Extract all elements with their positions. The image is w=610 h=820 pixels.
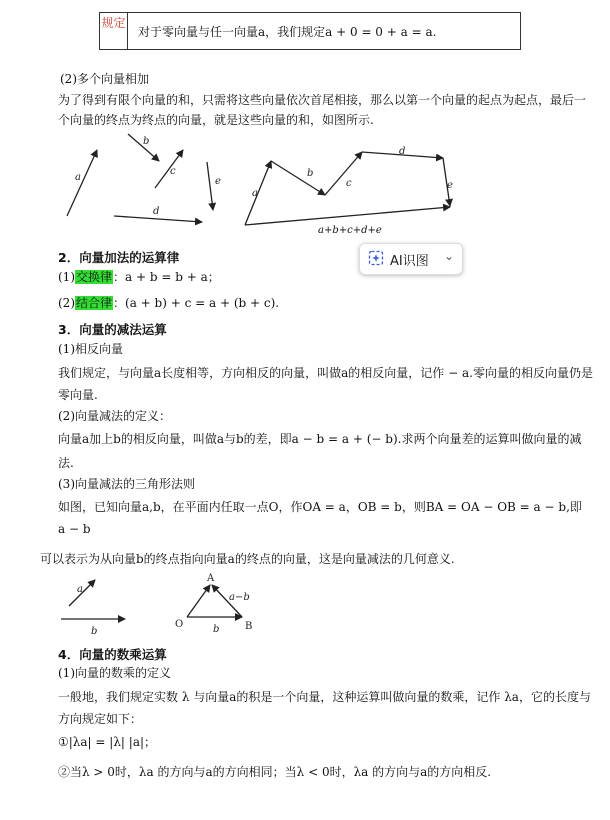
rule-box [99, 12, 521, 50]
paragraph-line: a − b [58, 522, 91, 536]
subtraction-heading: 3．向量的减法运算 [58, 322, 167, 337]
label-b: b [143, 136, 150, 147]
sum-caption: a+b+c+d+e [318, 225, 382, 236]
paragraph-line: 如图，已知向量a,b，在平面内任取一点O，作OA = a，OB = b，则BA = OA − OB = a − b,即 [58, 500, 582, 514]
paragraph-line: 为了得到有限个向量的和，只需将这些向量依次首尾相接，那么以第一个向量的起点为起点，最后一 [58, 93, 587, 107]
point-O: O [175, 619, 184, 630]
paragraph-line: 我们规定，与向量a长度相等，方向相反的向量，叫做a的相反向量，记作 − a.零向量的相反向量仍是 [58, 366, 593, 380]
vector-c [155, 150, 183, 188]
sum-label-a: a [252, 188, 258, 199]
subtraction-def-heading: (2)向量减法的定义： [58, 409, 171, 423]
fig2-label-a: a [77, 584, 83, 595]
paragraph-line: 零向量. [58, 388, 98, 402]
scalar-item-1: ①|λa| = |λ| |a|； [58, 735, 157, 749]
point-B: B [245, 621, 253, 632]
scalar-heading: 4．向量的数乘运算 [58, 647, 167, 662]
label-a: a [75, 172, 81, 183]
triangle-rule-heading: (3)向量减法的三角形法则 [58, 477, 195, 491]
sum-label-e: e [447, 180, 453, 191]
sum-label-c: c [346, 178, 352, 189]
vector-subtraction-figure [55, 572, 275, 640]
section-heading-multi-vector: (2)多个向量相加 [60, 72, 149, 86]
paragraph-line: 方向规定如下： [58, 712, 143, 726]
sum-label-b: b [307, 168, 314, 179]
sparkle-icon [368, 250, 384, 270]
label-e: e [215, 176, 221, 187]
vector-sum-figure [55, 128, 475, 240]
vector-e [207, 162, 213, 210]
laws-heading: 2．向量加法的运算律 [58, 250, 180, 265]
paragraph-line: 向量a加上b的相反向量，叫做a与b的差，即a − b = a + (− b).求两个向量差的运算叫做向量的减 [58, 432, 582, 446]
label-c: c [170, 166, 176, 177]
tri-label-b: b [213, 624, 220, 635]
commutative-highlight: 交换律 [76, 270, 113, 284]
vector-a [67, 150, 97, 216]
ai-recognize-button[interactable] [359, 243, 463, 275]
rule-tag: 规定 [100, 13, 128, 49]
paragraph-line: 法. [58, 456, 74, 470]
chevron-down-icon: ⌄ [444, 249, 455, 263]
associative-law: (2)结合律：(a + b) + c = a + (b + c). [58, 296, 280, 310]
associative-highlight: 结合律 [76, 296, 113, 310]
sum-label-d: d [399, 146, 406, 157]
paragraph-line: 可以表示为从向量b的终点指向向量a的终点的向量，这是向量减法的几何意义. [40, 552, 455, 566]
rule-text: 对于零向量与任一向量a，我们规定a + 0 = 0 + a = a. [138, 25, 437, 39]
point-A: A [207, 573, 215, 584]
label-d: d [153, 206, 160, 217]
commutative-law: (1)交换律：a + b = b + a； [58, 270, 220, 284]
paragraph-line: 个向量的终点为终点的向量，就是这些向量的和，如图所示. [58, 113, 374, 127]
paragraph-line: 一般地，我们规定实数 λ 与向量a的积是一个向量，这种运算叫做向量的数乘，记作 λa，它的长度与 [58, 690, 591, 704]
opposite-vector-heading: (1)相反向量 [58, 342, 123, 356]
scalar-item-2: ②当λ > 0时，λa 的方向与a的方向相同；当λ < 0时，λa 的方向与a的方向相反. [58, 765, 492, 779]
scalar-def-heading: (1)向量的数乘的定义 [58, 666, 171, 680]
fig2-label-b: b [91, 626, 98, 637]
ai-button-label: AI识图 [390, 254, 429, 269]
label-a-minus-b: a−b [229, 592, 250, 603]
